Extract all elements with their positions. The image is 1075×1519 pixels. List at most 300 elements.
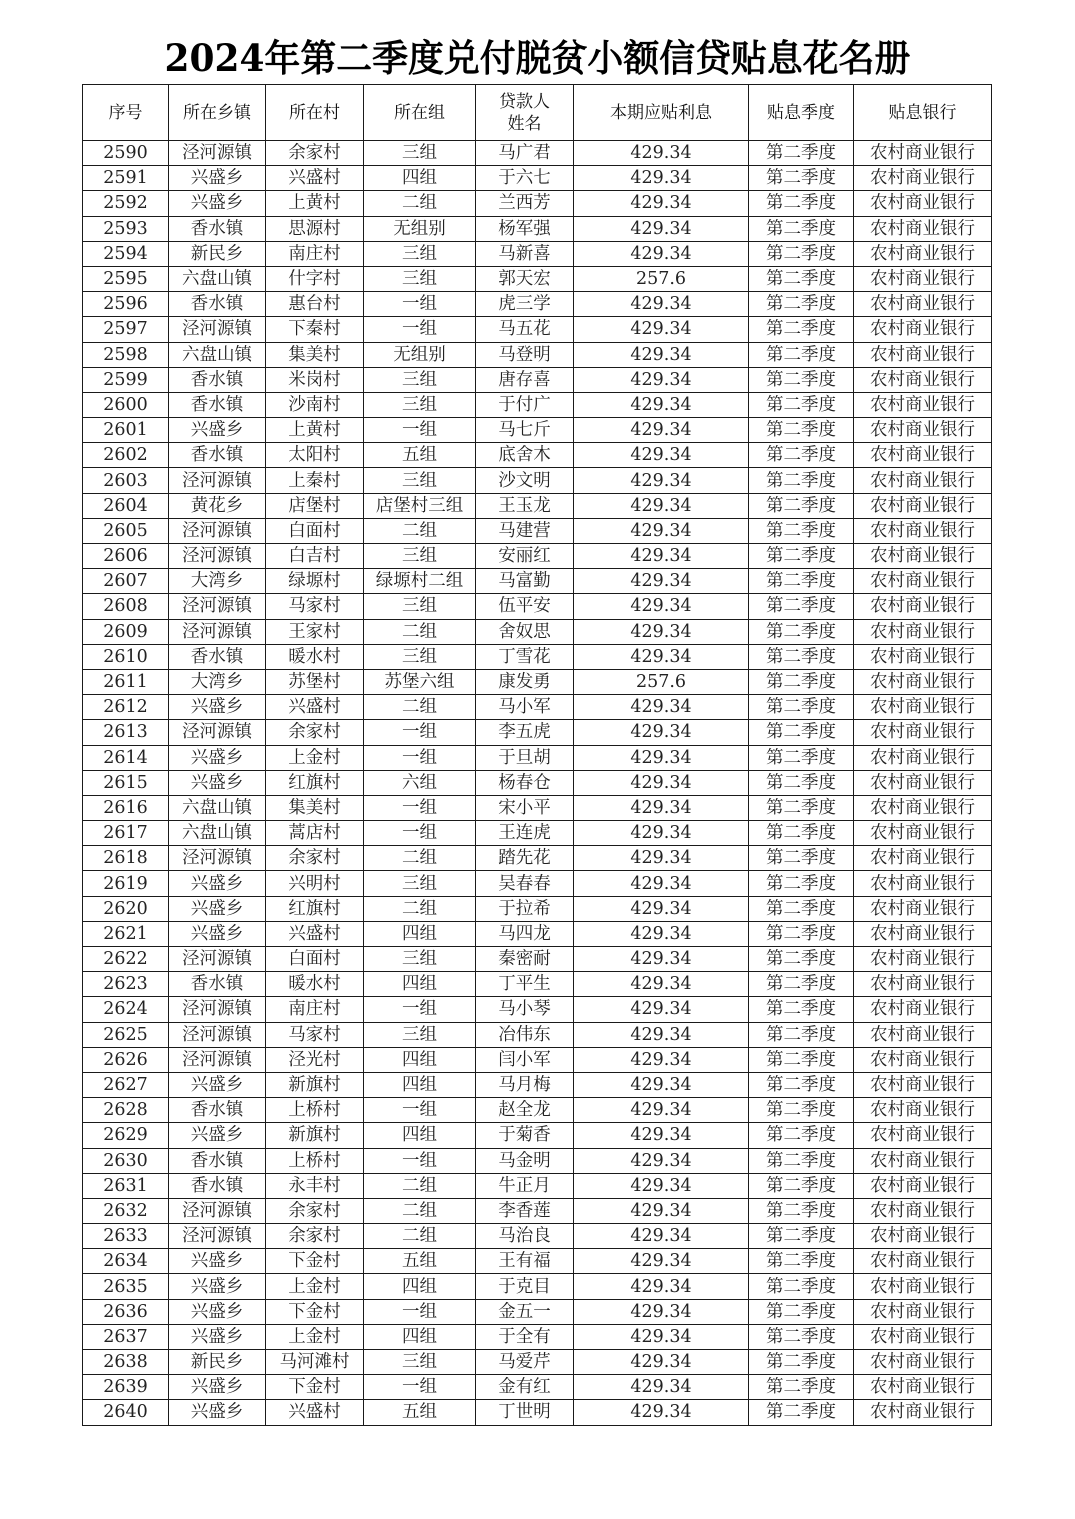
- cell-village: 什字村: [266, 266, 364, 291]
- cell-village: 余家村: [266, 141, 364, 166]
- header-bank: 贴息银行: [854, 85, 992, 141]
- cell-group: 三组: [364, 468, 476, 493]
- cell-village: 苏堡村: [266, 669, 364, 694]
- cell-amount: 429.34: [574, 1022, 749, 1047]
- cell-group: 三组: [364, 594, 476, 619]
- cell-group: 四组: [364, 972, 476, 997]
- cell-group: 绿塬村二组: [364, 569, 476, 594]
- cell-group: 二组: [364, 1173, 476, 1198]
- cell-town: 兴盛乡: [169, 1123, 266, 1148]
- cell-no: 2621: [83, 921, 169, 946]
- cell-town: 大湾乡: [169, 569, 266, 594]
- cell-group: 一组: [364, 997, 476, 1022]
- cell-town: 六盘山镇: [169, 821, 266, 846]
- cell-town: 泾河源镇: [169, 1224, 266, 1249]
- table-row: [83, 619, 992, 644]
- cell-bank: 农村商业银行: [854, 1098, 992, 1123]
- table-row: [83, 871, 992, 896]
- cell-village: 马河滩村: [266, 1350, 364, 1375]
- cell-group: 三组: [364, 644, 476, 669]
- cell-town: 泾河源镇: [169, 1198, 266, 1223]
- cell-bank: 农村商业银行: [854, 896, 992, 921]
- cell-group: 五组: [364, 1249, 476, 1274]
- cell-quarter: 第二季度: [749, 166, 854, 191]
- cell-quarter: 第二季度: [749, 443, 854, 468]
- cell-borrower-name: 唐存喜: [476, 367, 574, 392]
- cell-bank: 农村商业银行: [854, 569, 992, 594]
- cell-bank: 农村商业银行: [854, 493, 992, 518]
- cell-quarter: 第二季度: [749, 745, 854, 770]
- cell-quarter: 第二季度: [749, 1198, 854, 1223]
- cell-borrower-name: 丁平生: [476, 972, 574, 997]
- cell-town: 兴盛乡: [169, 896, 266, 921]
- cell-borrower-name: 马小琴: [476, 997, 574, 1022]
- cell-bank: 农村商业银行: [854, 1148, 992, 1173]
- cell-borrower-name: 于克目: [476, 1274, 574, 1299]
- cell-bank: 农村商业银行: [854, 669, 992, 694]
- table-row: [83, 1299, 992, 1324]
- cell-village: 白吉村: [266, 544, 364, 569]
- cell-amount: 429.34: [574, 317, 749, 342]
- table-row: [83, 821, 992, 846]
- table-row: [83, 795, 992, 820]
- cell-no: 2604: [83, 493, 169, 518]
- cell-borrower-name: 牛正月: [476, 1173, 574, 1198]
- table-row: [83, 367, 992, 392]
- cell-amount: 429.34: [574, 1123, 749, 1148]
- table-row: [83, 947, 992, 972]
- cell-village: 蒿店村: [266, 821, 364, 846]
- table-row: [83, 292, 992, 317]
- table-row: [83, 216, 992, 241]
- cell-group: 一组: [364, 821, 476, 846]
- cell-quarter: 第二季度: [749, 997, 854, 1022]
- table-row: [83, 594, 992, 619]
- cell-village: 暖水村: [266, 644, 364, 669]
- cell-no: 2606: [83, 544, 169, 569]
- cell-no: 2594: [83, 241, 169, 266]
- cell-amount: 429.34: [574, 1375, 749, 1400]
- cell-no: 2624: [83, 997, 169, 1022]
- cell-group: 四组: [364, 166, 476, 191]
- cell-bank: 农村商业银行: [854, 191, 992, 216]
- cell-town: 兴盛乡: [169, 745, 266, 770]
- table-row: [83, 569, 992, 594]
- cell-no: 2618: [83, 846, 169, 871]
- cell-village: 米岗村: [266, 367, 364, 392]
- cell-borrower-name: 马建营: [476, 518, 574, 543]
- cell-town: 兴盛乡: [169, 1249, 266, 1274]
- cell-quarter: 第二季度: [749, 1274, 854, 1299]
- cell-town: 兴盛乡: [169, 695, 266, 720]
- cell-bank: 农村商业银行: [854, 1400, 992, 1425]
- cell-group: 一组: [364, 1299, 476, 1324]
- cell-village: 永丰村: [266, 1173, 364, 1198]
- cell-amount: 429.34: [574, 594, 749, 619]
- cell-town: 泾河源镇: [169, 518, 266, 543]
- cell-no: 2640: [83, 1400, 169, 1425]
- cell-town: 泾河源镇: [169, 1022, 266, 1047]
- cell-village: 上金村: [266, 1274, 364, 1299]
- cell-amount: 429.34: [574, 569, 749, 594]
- table-row: [83, 644, 992, 669]
- cell-borrower-name: 王有福: [476, 1249, 574, 1274]
- cell-quarter: 第二季度: [749, 1324, 854, 1349]
- cell-village: 上桥村: [266, 1148, 364, 1173]
- header-row: [83, 85, 992, 141]
- cell-bank: 农村商业银行: [854, 1224, 992, 1249]
- cell-group: 二组: [364, 518, 476, 543]
- cell-borrower-name: 马爱芹: [476, 1350, 574, 1375]
- cell-bank: 农村商业银行: [854, 1173, 992, 1198]
- cell-borrower-name: 康发勇: [476, 669, 574, 694]
- cell-borrower-name: 李五虎: [476, 720, 574, 745]
- cell-no: 2615: [83, 770, 169, 795]
- cell-borrower-name: 杨春仓: [476, 770, 574, 795]
- table-row: [83, 720, 992, 745]
- cell-amount: 429.34: [574, 292, 749, 317]
- cell-bank: 农村商业银行: [854, 266, 992, 291]
- cell-quarter: 第二季度: [749, 468, 854, 493]
- cell-quarter: 第二季度: [749, 846, 854, 871]
- cell-town: 泾河源镇: [169, 720, 266, 745]
- cell-no: 2603: [83, 468, 169, 493]
- cell-borrower-name: 伍平安: [476, 594, 574, 619]
- cell-group: 四组: [364, 1324, 476, 1349]
- cell-borrower-name: 于旦胡: [476, 745, 574, 770]
- cell-town: 泾河源镇: [169, 141, 266, 166]
- cell-no: 2611: [83, 669, 169, 694]
- cell-group: 二组: [364, 896, 476, 921]
- cell-borrower-name: 兰西芳: [476, 191, 574, 216]
- cell-town: 六盘山镇: [169, 342, 266, 367]
- cell-amount: 429.34: [574, 493, 749, 518]
- cell-bank: 农村商业银行: [854, 795, 992, 820]
- cell-bank: 农村商业银行: [854, 770, 992, 795]
- cell-no: 2633: [83, 1224, 169, 1249]
- cell-borrower-name: 马登明: [476, 342, 574, 367]
- cell-borrower-name: 丁雪花: [476, 644, 574, 669]
- cell-borrower-name: 舍奴思: [476, 619, 574, 644]
- cell-amount: 429.34: [574, 468, 749, 493]
- cell-town: 兴盛乡: [169, 871, 266, 896]
- cell-no: 2636: [83, 1299, 169, 1324]
- cell-town: 泾河源镇: [169, 594, 266, 619]
- cell-bank: 农村商业银行: [854, 921, 992, 946]
- cell-village: 绿塬村: [266, 569, 364, 594]
- cell-no: 2613: [83, 720, 169, 745]
- cell-bank: 农村商业银行: [854, 166, 992, 191]
- cell-no: 2628: [83, 1098, 169, 1123]
- cell-town: 香水镇: [169, 1173, 266, 1198]
- cell-no: 2612: [83, 695, 169, 720]
- cell-village: 上秦村: [266, 468, 364, 493]
- cell-no: 2629: [83, 1123, 169, 1148]
- header-group: 所在组: [364, 85, 476, 141]
- cell-village: 兴明村: [266, 871, 364, 896]
- cell-borrower-name: 丁世明: [476, 1400, 574, 1425]
- cell-group: 一组: [364, 720, 476, 745]
- cell-amount: 429.34: [574, 241, 749, 266]
- cell-no: 2632: [83, 1198, 169, 1223]
- cell-borrower-name: 于拉希: [476, 896, 574, 921]
- table-row: [83, 1350, 992, 1375]
- table-row: [83, 468, 992, 493]
- cell-no: 2609: [83, 619, 169, 644]
- cell-quarter: 第二季度: [749, 695, 854, 720]
- cell-town: 六盘山镇: [169, 266, 266, 291]
- cell-town: 泾河源镇: [169, 317, 266, 342]
- cell-town: 泾河源镇: [169, 1047, 266, 1072]
- cell-amount: 429.34: [574, 972, 749, 997]
- table-row: [83, 141, 992, 166]
- cell-town: 香水镇: [169, 972, 266, 997]
- cell-quarter: 第二季度: [749, 392, 854, 417]
- cell-group: 五组: [364, 1400, 476, 1425]
- table-row: [83, 997, 992, 1022]
- cell-town: 兴盛乡: [169, 1274, 266, 1299]
- cell-borrower-name: 秦密耐: [476, 947, 574, 972]
- cell-bank: 农村商业银行: [854, 1375, 992, 1400]
- cell-no: 2639: [83, 1375, 169, 1400]
- cell-borrower-name: 马小军: [476, 695, 574, 720]
- cell-group: 一组: [364, 1375, 476, 1400]
- cell-village: 上桥村: [266, 1098, 364, 1123]
- cell-village: 新旗村: [266, 1072, 364, 1097]
- cell-village: 兴盛村: [266, 921, 364, 946]
- cell-no: 2634: [83, 1249, 169, 1274]
- cell-bank: 农村商业银行: [854, 1299, 992, 1324]
- cell-quarter: 第二季度: [749, 896, 854, 921]
- cell-village: 下金村: [266, 1375, 364, 1400]
- cell-borrower-name: 王玉龙: [476, 493, 574, 518]
- cell-town: 泾河源镇: [169, 997, 266, 1022]
- cell-bank: 农村商业银行: [854, 1350, 992, 1375]
- cell-amount: 429.34: [574, 846, 749, 871]
- cell-borrower-name: 杨军强: [476, 216, 574, 241]
- cell-quarter: 第二季度: [749, 544, 854, 569]
- cell-amount: 429.34: [574, 216, 749, 241]
- cell-borrower-name: 于六七: [476, 166, 574, 191]
- cell-village: 余家村: [266, 720, 364, 745]
- cell-no: 2638: [83, 1350, 169, 1375]
- cell-borrower-name: 底舍木: [476, 443, 574, 468]
- cell-amount: 429.34: [574, 141, 749, 166]
- cell-group: 六组: [364, 770, 476, 795]
- cell-village: 集美村: [266, 342, 364, 367]
- cell-group: 一组: [364, 1148, 476, 1173]
- cell-quarter: 第二季度: [749, 947, 854, 972]
- cell-no: 2592: [83, 191, 169, 216]
- cell-quarter: 第二季度: [749, 1047, 854, 1072]
- cell-borrower-name: 王连虎: [476, 821, 574, 846]
- table-row: [83, 972, 992, 997]
- cell-town: 兴盛乡: [169, 770, 266, 795]
- cell-village: 店堡村: [266, 493, 364, 518]
- cell-town: 香水镇: [169, 443, 266, 468]
- cell-no: 2590: [83, 141, 169, 166]
- cell-no: 2630: [83, 1148, 169, 1173]
- cell-borrower-name: 宋小平: [476, 795, 574, 820]
- cell-village: 暖水村: [266, 972, 364, 997]
- table-row: [83, 443, 992, 468]
- cell-borrower-name: 马五花: [476, 317, 574, 342]
- cell-amount: 257.6: [574, 266, 749, 291]
- header-town: 所在乡镇: [169, 85, 266, 141]
- cell-group: 二组: [364, 695, 476, 720]
- cell-village: 红旗村: [266, 770, 364, 795]
- cell-no: 2593: [83, 216, 169, 241]
- cell-amount: 429.34: [574, 443, 749, 468]
- cell-borrower-name: 李香莲: [476, 1198, 574, 1223]
- cell-borrower-name: 冶伟东: [476, 1022, 574, 1047]
- cell-quarter: 第二季度: [749, 1098, 854, 1123]
- cell-borrower-name: 赵全龙: [476, 1098, 574, 1123]
- cell-amount: 429.34: [574, 1148, 749, 1173]
- cell-no: 2627: [83, 1072, 169, 1097]
- cell-quarter: 第二季度: [749, 619, 854, 644]
- cell-town: 兴盛乡: [169, 921, 266, 946]
- cell-amount: 429.34: [574, 166, 749, 191]
- cell-bank: 农村商业银行: [854, 1123, 992, 1148]
- cell-amount: 429.34: [574, 1299, 749, 1324]
- cell-amount: 429.34: [574, 518, 749, 543]
- cell-town: 新民乡: [169, 1350, 266, 1375]
- cell-group: 苏堡六组: [364, 669, 476, 694]
- cell-no: 2601: [83, 418, 169, 443]
- table-row: [83, 518, 992, 543]
- cell-group: 店堡村三组: [364, 493, 476, 518]
- cell-no: 2620: [83, 896, 169, 921]
- cell-group: 二组: [364, 619, 476, 644]
- cell-borrower-name: 闫小军: [476, 1047, 574, 1072]
- cell-quarter: 第二季度: [749, 594, 854, 619]
- cell-bank: 农村商业银行: [854, 619, 992, 644]
- cell-village: 思源村: [266, 216, 364, 241]
- cell-bank: 农村商业银行: [854, 997, 992, 1022]
- cell-quarter: 第二季度: [749, 518, 854, 543]
- table-row: [83, 1400, 992, 1425]
- cell-group: 一组: [364, 745, 476, 770]
- cell-bank: 农村商业银行: [854, 544, 992, 569]
- header-borrower-name: [476, 85, 574, 141]
- cell-bank: 农村商业银行: [854, 1047, 992, 1072]
- table-row: [83, 418, 992, 443]
- cell-no: 2608: [83, 594, 169, 619]
- cell-quarter: 第二季度: [749, 1375, 854, 1400]
- cell-bank: 农村商业银行: [854, 1249, 992, 1274]
- cell-group: 一组: [364, 418, 476, 443]
- cell-quarter: 第二季度: [749, 292, 854, 317]
- cell-quarter: 第二季度: [749, 141, 854, 166]
- cell-village: 上金村: [266, 745, 364, 770]
- cell-quarter: 第二季度: [749, 1173, 854, 1198]
- cell-bank: 农村商业银行: [854, 241, 992, 266]
- cell-amount: 429.34: [574, 418, 749, 443]
- cell-amount: 429.34: [574, 821, 749, 846]
- cell-borrower-name: 马治良: [476, 1224, 574, 1249]
- header-name-line1: 贷款人: [499, 91, 550, 112]
- cell-village: 集美村: [266, 795, 364, 820]
- cell-village: 余家村: [266, 846, 364, 871]
- cell-group: 三组: [364, 871, 476, 896]
- cell-town: 香水镇: [169, 644, 266, 669]
- cell-town: 泾河源镇: [169, 619, 266, 644]
- cell-town: 香水镇: [169, 392, 266, 417]
- table-row: [83, 1148, 992, 1173]
- table-row: [83, 921, 992, 946]
- table-row: [83, 1047, 992, 1072]
- table-row: [83, 1123, 992, 1148]
- cell-borrower-name: 郭天宏: [476, 266, 574, 291]
- cell-quarter: 第二季度: [749, 720, 854, 745]
- table-row: [83, 1198, 992, 1223]
- cell-group: 四组: [364, 1072, 476, 1097]
- cell-amount: 429.34: [574, 795, 749, 820]
- cell-town: 泾河源镇: [169, 468, 266, 493]
- cell-village: 兴盛村: [266, 695, 364, 720]
- cell-no: 2605: [83, 518, 169, 543]
- cell-town: 兴盛乡: [169, 166, 266, 191]
- cell-quarter: 第二季度: [749, 367, 854, 392]
- cell-quarter: 第二季度: [749, 569, 854, 594]
- cell-borrower-name: 踏先花: [476, 846, 574, 871]
- cell-bank: 农村商业银行: [854, 644, 992, 669]
- cell-amount: 429.34: [574, 1350, 749, 1375]
- cell-village: 红旗村: [266, 896, 364, 921]
- cell-village: 马家村: [266, 1022, 364, 1047]
- cell-no: 2625: [83, 1022, 169, 1047]
- cell-quarter: 第二季度: [749, 1148, 854, 1173]
- roster-body: [83, 141, 992, 1426]
- cell-no: 2597: [83, 317, 169, 342]
- cell-no: 2626: [83, 1047, 169, 1072]
- cell-quarter: 第二季度: [749, 493, 854, 518]
- table-row: [83, 846, 992, 871]
- table-row: [83, 191, 992, 216]
- table-row: [83, 1224, 992, 1249]
- header-village: 所在村: [266, 85, 364, 141]
- cell-quarter: 第二季度: [749, 342, 854, 367]
- cell-quarter: 第二季度: [749, 266, 854, 291]
- cell-bank: 农村商业银行: [854, 468, 992, 493]
- cell-borrower-name: 马金明: [476, 1148, 574, 1173]
- cell-group: 一组: [364, 317, 476, 342]
- cell-quarter: 第二季度: [749, 972, 854, 997]
- cell-quarter: 第二季度: [749, 921, 854, 946]
- cell-amount: 429.34: [574, 1173, 749, 1198]
- cell-village: 泾光村: [266, 1047, 364, 1072]
- cell-town: 兴盛乡: [169, 1299, 266, 1324]
- cell-amount: 429.34: [574, 695, 749, 720]
- cell-town: 兴盛乡: [169, 191, 266, 216]
- cell-town: 香水镇: [169, 292, 266, 317]
- cell-town: 兴盛乡: [169, 1072, 266, 1097]
- cell-village: 余家村: [266, 1198, 364, 1223]
- cell-borrower-name: 于付广: [476, 392, 574, 417]
- cell-group: 二组: [364, 1198, 476, 1223]
- cell-borrower-name: 金有红: [476, 1375, 574, 1400]
- table-row: [83, 1375, 992, 1400]
- cell-amount: 429.34: [574, 947, 749, 972]
- cell-quarter: 第二季度: [749, 669, 854, 694]
- cell-borrower-name: 安丽红: [476, 544, 574, 569]
- cell-town: 香水镇: [169, 1148, 266, 1173]
- cell-village: 下秦村: [266, 317, 364, 342]
- cell-amount: 429.34: [574, 997, 749, 1022]
- table-row: [83, 241, 992, 266]
- cell-bank: 农村商业银行: [854, 1324, 992, 1349]
